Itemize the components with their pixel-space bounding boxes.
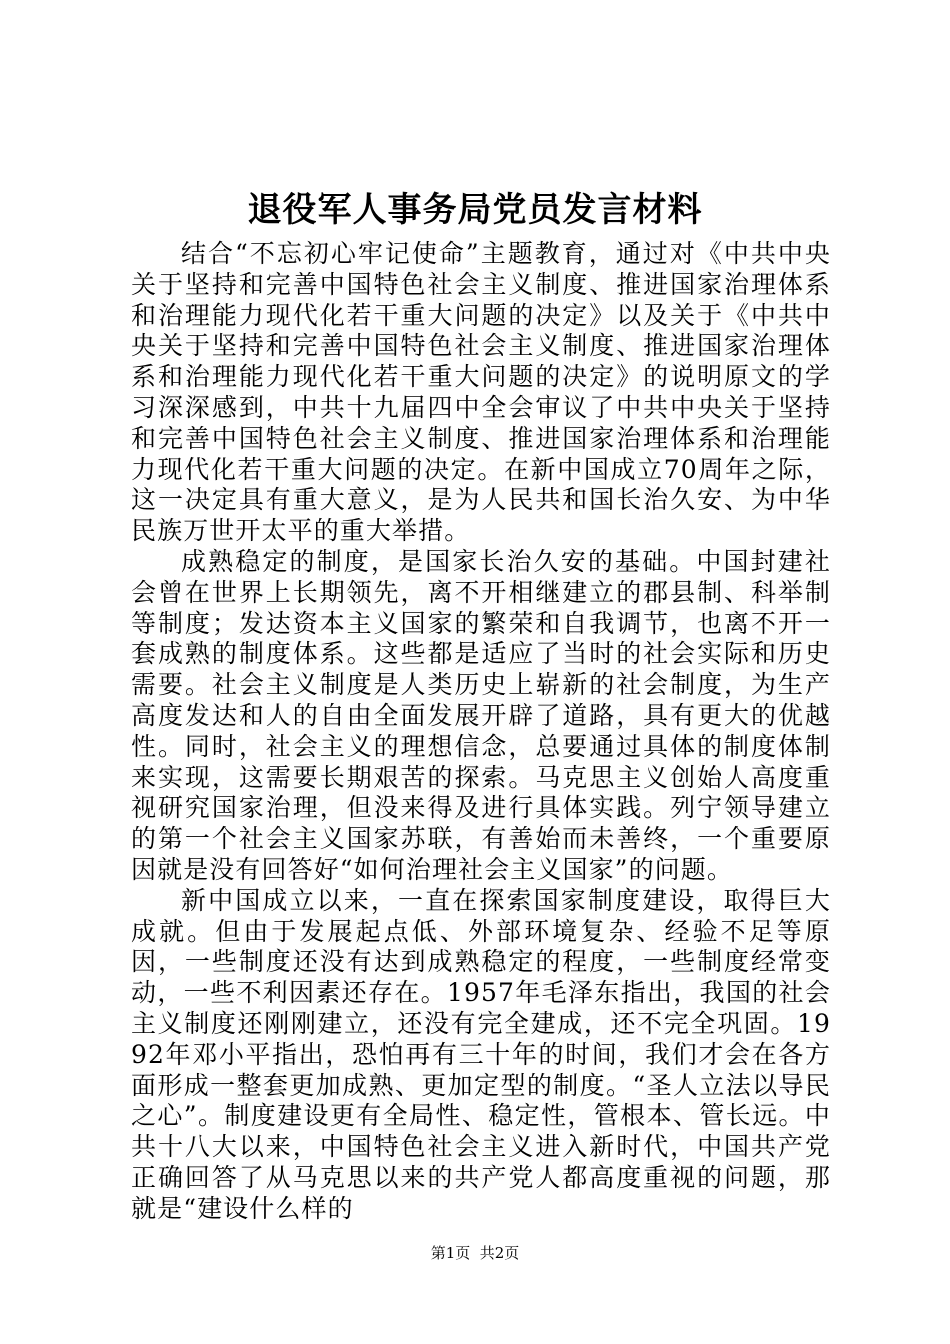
paragraph-3: 新中国成立以来，一直在探索国家制度建设，取得巨大成就。但由于发展起点低、外部环境复杂、经验不足等原因，一些制度还没有达到成熟稳定的程度，一些制度经常变动，一些不利因素还存在。1957年毛泽东指出，我国的社会主义制度还刚刚建立，还没有完全建成，还不完全巩固。1992年邓小平指出，恐怕再有三十年的时间，我们才会在各方面形成一整套更加成熟、更加定型的制度。“圣人立法以导民之心”。制度建设更有全局性、稳定性，管根本、管长远。中共十八大以来，中国特色社会主义进入新时代，中国共产党正确回答了从马克思以来的共产党人都高度重视的问题，那就是“建设什么样的 bbox=[131, 885, 831, 1223]
document-body bbox=[131, 239, 831, 1225]
document-title: 退役军人事务局党员发言材料 bbox=[247, 190, 703, 230]
page-number-label: 第1页 共2页 bbox=[430, 1244, 520, 1262]
paragraph-2: 成熟稳定的制度，是国家长治久安的基础。中国封建社会曾在世界上长期领先，离不开相继建立的郡县制、科举制等制度；发达资本主义国家的繁荣和自我调节，也离不开一套成熟的制度体系。这些都是适应了当时的社会实际和历史需要。社会主义制度是人类历史上崭新的社会制度，为生产高度发达和人的自由全面发展开辟了道路，具有更大的优越性。同时，社会主义的理想信念，总要通过具体的制度体制来实现，这需要长期艰苦的探索。马克思主义创始人高度重视研究国家治理，但没来得及进行具体实践。列宁领导建立的第一个社会主义国家苏联，有善始而未善终，一个重要原因就是没有回答好“如何治理社会主义国家”的问题。 bbox=[131, 546, 831, 884]
page-footer bbox=[0, 1243, 950, 1263]
paragraph-1: 结合“不忘初心牢记使命”主题教育，通过对《中共中央关于坚持和完善中国特色社会主义制度、推进国家治理体系和治理能力现代化若干重大问题的决定》以及关于《中共中央关于坚持和完善中国特色社会主义制度、推进国家治理体系和治理能力现代化若干重大问题的决定》的说明原文的学习深深感到，中共十九届四中全会审议了中共中央关于坚持和完善中国特色社会主义制度、推进国家治理体系和治理能力现代化若干重大问题的决定。在新中国成立70周年之际，这一决定具有重大意义，是为人民共和国长治久安、为中华民族万世开太平的重大举措。 bbox=[131, 239, 831, 546]
